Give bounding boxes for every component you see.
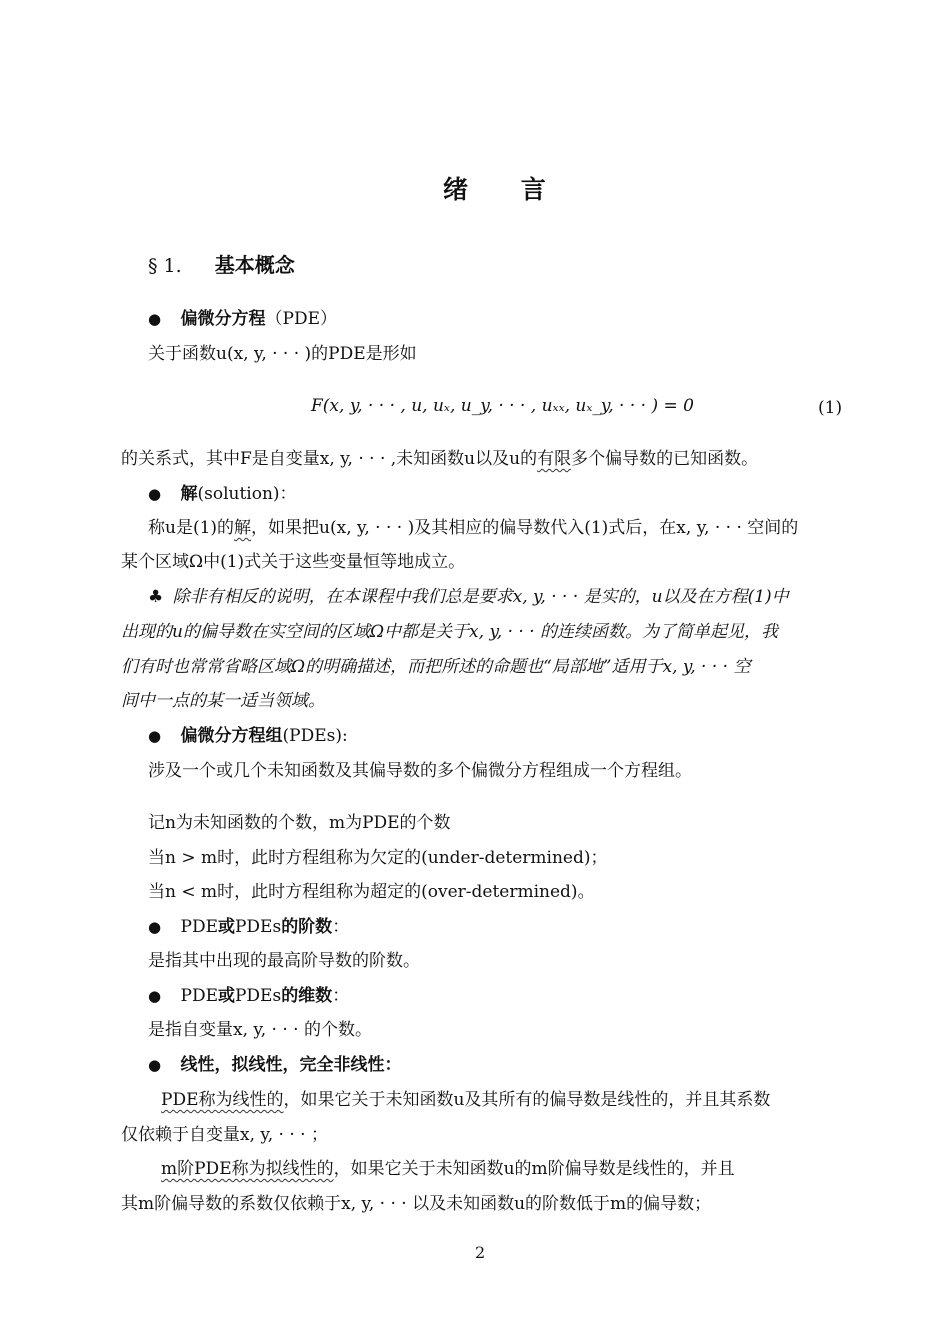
section-number: § 1.: [148, 255, 182, 277]
pdes-line-2: 记n为未知函数的个数，m为PDE的个数: [148, 813, 451, 833]
bullet-pdes-suffix: (PDEs):: [282, 726, 348, 746]
solution-line1-suffix: ，如果把u(x, y, · · · )及其相应的偏导数代入(1)式后，在x, y, · · · 空间的: [251, 518, 799, 538]
pde-after-suffix: 多个偏导数的已知函数。: [571, 449, 759, 469]
pde-after-wavy: 有限: [537, 449, 572, 469]
page-number: 2: [475, 1243, 486, 1262]
bullet-dim-mid: PDEs: [234, 986, 282, 1006]
bullet-order-suffix: ：: [332, 917, 350, 937]
bullet-order: [148, 919, 349, 936]
bullet-order-mid: PDEs: [234, 917, 282, 937]
bullet-pde-heading-suffix: （PDE）: [265, 309, 337, 329]
section-heading: [148, 249, 295, 278]
bullet-icon: ●: [148, 310, 162, 328]
bullet-solution-suffix: (solution)：: [197, 484, 297, 504]
linearity-p2-line-2: 其m阶偏导数的系数仅依赖于x, y, · · · 以及未知函数u的阶数低于m的偏导数；: [121, 1194, 712, 1214]
linearity-p1-wavy: PDE称为线性的: [161, 1090, 284, 1110]
dimension-line-1: 是指自变量x, y, · · · 的个数。: [148, 1020, 372, 1040]
bullet-icon: ●: [148, 1056, 162, 1074]
equation-1: F(x, y, · · · , u, uₓ, u_y, · · · , uₓₓ, uₓ_y, · · · ) = 0: [311, 396, 694, 416]
pde-after-prefix: 的关系式，其中F是自变量x, y, · · · ,未知函数u以及u的: [121, 449, 538, 469]
linearity-p1-rest: ，如果它关于未知函数u及其所有的偏导数是线性的，并且其系数: [283, 1090, 771, 1110]
bullet-pdes-heading: 偏微分方程组: [180, 726, 283, 746]
page-title: 绪 言: [443, 175, 568, 204]
note-line1-text: 除非有相反的说明，在本课程中我们总是要求x, y, · · · 是实的，u以及在方程(1)中: [172, 587, 789, 607]
linearity-p1-line-2: 仅依赖于自变量x, y, · · · ；: [121, 1125, 328, 1145]
linearity-p1-line-1: [161, 1092, 770, 1109]
solution-line-1: [148, 520, 798, 537]
order-line-1: 是指其中出现的最高阶导数的阶数。: [148, 951, 420, 971]
bullet-order-prefix: PDE: [180, 917, 218, 937]
club-icon: ♣: [148, 587, 164, 607]
pdes-line-4: 当n < m时，此时方程组称为超定的(over-determined)。: [148, 882, 595, 902]
bullet-icon: ●: [148, 727, 162, 745]
solution-line1-prefix: 称u是(1)的: [148, 518, 235, 538]
linearity-p2-wavy: m阶PDE称为拟线性的: [161, 1159, 334, 1179]
bullet-dim-suffix: ：: [332, 986, 350, 1006]
bullet-linearity: [148, 1057, 402, 1074]
bullet-dim-bold1: 或: [217, 986, 235, 1006]
note-line-2: 出现的u的偏导数在实空间的区域Ω中都是关于x, y, · · · 的连续函数。为了简单起见，我: [121, 622, 779, 642]
pdes-line-3: 当n > m时，此时方程组称为欠定的(under-determined)；: [148, 848, 608, 868]
bullet-pde: [148, 311, 337, 328]
bullet-solution: [148, 486, 297, 503]
equation-number: (1): [818, 398, 843, 418]
bullet-dimension: [148, 988, 349, 1005]
pde-after-text: [121, 451, 758, 468]
solution-line1-wavy: 解: [234, 518, 252, 538]
bullet-icon: ●: [148, 485, 162, 503]
bullet-dim-prefix: PDE: [180, 986, 218, 1006]
pdes-line-1: 涉及一个或几个未知函数及其偏导数的多个偏微分方程组成一个方程组。: [148, 761, 692, 781]
note-line-3: 们有时也常常省略区域Ω的明确描述，而把所述的命题也“局部地”适用于x, y, · · · 空: [121, 657, 751, 677]
bullet-order-bold1: 或: [217, 917, 235, 937]
bullet-dim-bold2: 的维数: [281, 986, 333, 1006]
bullet-pdes: [148, 728, 348, 745]
bullet-solution-heading: 解: [180, 484, 198, 504]
section-title: 基本概念: [214, 253, 295, 277]
bullet-order-bold2: 的阶数: [281, 917, 333, 937]
bullet-pde-heading: 偏微分方程: [180, 309, 266, 329]
linearity-p2-rest: ，如果它关于未知函数u的m阶偏导数是线性的，并且: [333, 1159, 735, 1179]
bullet-linearity-heading: 线性，拟线性，完全非线性：: [180, 1055, 402, 1075]
note-line-1: [148, 589, 789, 606]
bullet-icon: ●: [148, 918, 162, 936]
solution-line-2: 某个区域Ω中(1)式关于这些变量恒等地成立。: [121, 552, 466, 572]
pde-intro: 关于函数u(x, y, · · · )的PDE是形如: [148, 344, 417, 364]
bullet-icon: ●: [148, 987, 162, 1005]
note-line-4: 间中一点的某一适当领域。: [121, 691, 325, 711]
linearity-p2-line-1: [161, 1161, 735, 1178]
